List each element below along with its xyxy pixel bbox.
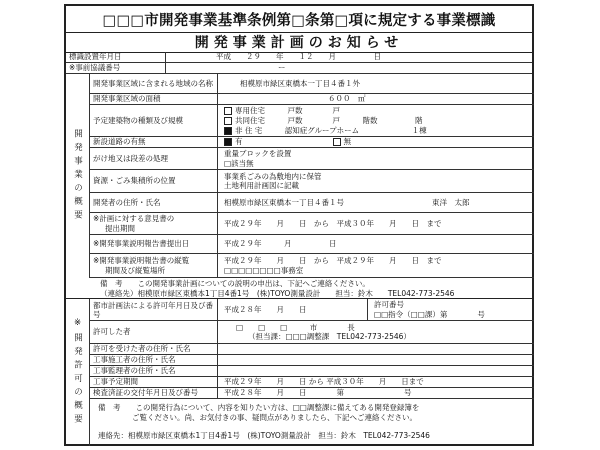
remarks-permit: 備 考 この開発行為について、内容を知りたい方は、□□調整課に備えてある開発登録簿を ご覧ください。尚、お気付きの事、疑問点がありましたら、下記へご連絡ください。 連絡先：相模原市緑区東橋本1丁目4番1号 (株)TOYO測量設計 担当：鈴木 TEL042-773-2546 [98,403,430,440]
row-slope: がけ地又は段差の処理 重量ブロックを設置 □該当無 [90,148,534,170]
plan-section-label: 開発事業の概要 [66,74,90,278]
row-new-road: 新設道路の有無 有 無 [90,137,534,148]
opt-private-house: 専用住宅 戸数 戸 [224,106,534,116]
row-pre-consult: ※事前協議番号 ー [66,63,532,74]
checkbox-non-residential [224,127,232,135]
permit-section-label: ※開発許可の概要 [66,299,90,446]
row-developer: 開発者の住所・氏名 相模原市緑区東橋本一丁目４番１号 東洋 太郎 [90,193,534,213]
checkbox-road-yes [224,138,232,146]
row-location: 開発事業区域に含まれる地域の名称 相模原市緑区東橋本一丁目４番１外 [90,74,534,94]
document-title: □□□市開発事業基準条例第□条第□項に規定する事業標識 [66,6,532,33]
row-install-date: 標識設置年月日 平成 ２９ 年 １２ 月 日 [66,52,532,63]
row-waste: 資源・ごみ集積所の位置 事業系ごみの為敷地内に保管 土地利用計画図に記載 [90,170,534,193]
remarks-plan: 備 考 この開発事業計画についての説明の申出は、下記へご連絡ください。 （連絡先）相模原市緑区東橋本1丁目4番1号 (株)TOYO測量設計 担当：鈴木 TEL042-773-2546 [66,278,532,299]
row-inspection: 検査済証の交付年月日及び番号 平成２８年 月 日 第 号 [90,388,534,399]
row-report-view: ※開発事業説明報告書の縦覧 期間及び縦覧場所 平成２９年 月 日 から 平成２９年 月 日 まで □□□□□□□□事務室 [90,254,534,278]
row-supervisor: 工事監理者の住所・氏名 [90,366,534,377]
row-permitter: 許可した者 □ □ □ 市 長 （担当課：□□□調整課 TEL042-773-2546） [90,321,534,344]
checkbox-apartment [224,117,232,125]
row-schedule: 工事予定期間 平成２９年 月 日 から 平成３０年 月 日まで [90,377,534,388]
row-report-date: ※開発事業説明報告書提出日 平成２９年 月 日 [90,235,534,254]
row-opinion: ※計画に対する意見書の 提出期間 平成２９年 月 日 から 平成３０年 月 日 まで [90,213,534,235]
checkbox-road-no [333,138,341,146]
checkbox-private-house [224,107,232,115]
row-building-type: 予定建築物の種類及び規模 専用住宅 戸数 戸 共同住宅 戸数 戸 階数 階 非 住 宅 認知症グループホーム １棟 [90,105,534,137]
row-received: 許可を受けた者の住所・氏名 [90,344,534,355]
sign-board [64,4,534,446]
opt-non-residential: 非 住 宅 認知症グループホーム １棟 [224,126,534,136]
document-subtitle: 開発事業計画のお知らせ [66,32,532,53]
row-area: 開発事業区域の面積 ６００ ㎡ [90,94,534,105]
row-contractor: 工事施工者の住所・氏名 [90,355,534,366]
opt-apartment: 共同住宅 戸数 戸 階数 階 [224,116,534,126]
row-permit-no: 都市計画法による許可年月日及び番号 平成２８年 月 日 許可番号 □□指令（□□課）第 号 [90,299,534,321]
